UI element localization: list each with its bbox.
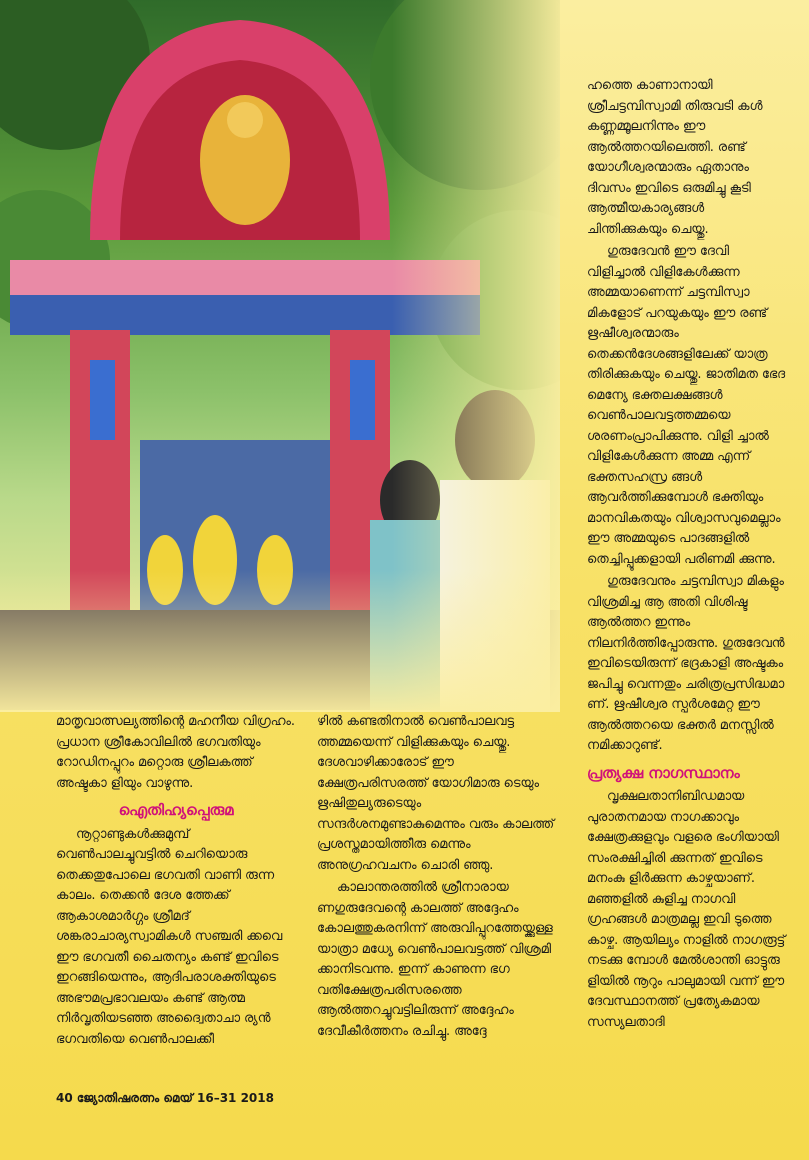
paragraph: ഹത്തെ കാണാനായി ശ്രീചട്ടമ്പിസ്വാമി തിരുവടി കൾ കണ്ണമ്മൂലനിന്നും ഈ ആൽത്തറയിലെത്തി. രണ്ട് യോഗീശ്വരന്മാരും ഏതാനും ദിവസം ഇവിടെ ഒരുമിച്ചു കൂടി ആത്മീയകാര്യങ്ങൾ ചിന്തിക്കുകയും ചെയ്തു. (587, 78, 763, 237)
article-column-1 (56, 712, 296, 1050)
temple-photo (0, 0, 560, 712)
page-footer: 40 ജ്യോതിഷരത്നം മെയ് 16–31 2018 (56, 1091, 274, 1105)
section-heading-nagasthanam: പ്രത്യക്ഷ നാഗസ്ഥാനം (587, 763, 740, 782)
paragraph: ഴിൽ കണ്ടതിനാൽ വെൺപാലവട്ട ത്തമ്മയെന്ന് വിളിക്കുകയും ചെയ്തു. ദേശവാഴിക്കാരോട് ഈ ക്ഷേത്രപരിസരത്ത് യോഗിമാരു ടെയും ഋഷിതുല്യരുടെയും സന്ദർശനമുണ്ടാകുമെന്നും വരും കാലത്ത് പ്രശസ്തമായിത്തീരു മെന്നും അനുഗ്രഹവചനം ചൊരി ഞ്ഞു. (317, 714, 555, 873)
paragraph: ഗുരുദേവനും ചട്ടമ്പിസ്വാ മികളും വിശ്രമിച്ച ആ അതി വിശിഷ്ട ആൽത്തറ ഇന്നും നിലനിർത്തിപ്പോരുന്നു. ഗുരുദേവൻ ഇവിടെയിരുന്ന് ഭദ്രകാളി അഷ്ടകം ജപിച്ചു വെന്നതും ചരിത്രപ്രസിദ്ധമാ ണ്. ഋഷീശ്വര സ്പർശമേറ്റ ഈ ആൽത്തറയെ ഭക്തർ മനസ്സിൽ നമിക്കാറുണ്ട്. (587, 574, 785, 753)
article-column-3 (587, 76, 787, 1033)
article-column-2 (317, 712, 562, 1042)
paragraph: കാലാന്തരത്തിൽ ശ്രീനാരായ ണഗുരുദേവന്റെ കാലത്ത് അദ്ദേഹം കോലത്തുകരനിന്ന് അരുവിപ്പുറത്തേയ്ക്കുള്ള യാത്രാ മധ്യേ വെൺപാലവട്ടത്ത് വിശ്രമി ക്കാനിടവന്നു. ഇന്ന് കാണുന്ന ഭഗ വതിക്ഷേത്രപരിസരത്തെ ആൽത്തറച്ചുവട്ടിലിരുന്ന് അദ്ദേഹം ദേവീകീർത്തനം രചിച്ചു. അദ്ദേ (317, 880, 553, 1039)
section-heading-aithihyapperuma: ഐതിഹ്യപ്പെരുമ (118, 801, 234, 819)
paragraph: ഗുരുദേവൻ ഈ ദേവി വിളിച്ചാൽ വിളികേൾക്കുന്ന അമ്മയാണെന്ന് ചട്ടമ്പിസ്വാ മികളോട് പറയുകയും ഈ രണ്ട് ഋഷീശ്വരന്മാരും തെക്കൻദേശങ്ങളിലേക്ക് യാത്ര തിരിക്കുകയും ചെയ്തു. ജാതിമത ഭേദ മെന്യേ ഭക്തലക്ഷങ്ങൾ വെൺപാലവട്ടത്തമ്മയെ ശരണംപ്രാപിക്കുന്നു. വിളി ച്ചാൽ വിളികേൾക്കുന്ന അമ്മ എന്ന് ഭക്തസഹസ്ര ങ്ങൾ ആവർത്തിക്കുമ്പോൾ ഭക്തിയും മാനവികതയും വിശ്വാസവുമെല്ലാം ഈ അമ്മയുടെ പാദങ്ങളിൽ തെച്ചിപ്പൂക്കളായി പരിണമി ക്കുന്നു. (587, 244, 786, 567)
paragraph: നൂറ്റാണ്ടുകൾക്കുമുമ്പ് വെൺപാലച്ചുവട്ടിൽ ചെറിയൊരു തെക്കതുപോലെ ഭഗവതി വാണി രുന്ന കാലം. തെക്കൻ ദേശ ത്തേക്ക് ആകാശമാർഗ്ഗം ശ്രീമദ് ശങ്കരാചാര്യസ്വാമികൾ സഞ്ചരി ക്കവെ ഈ ഭഗവതീ ചൈതന്യം കണ്ട് ഇവിടെ ഇറങ്ങിയെന്നും, ആദിപരാശക്തിയുടെ അഭൗമപ്രഭാവലയം കണ്ട് ആത്മ നിർവൃതിയടഞ്ഞ അദ്വൈതാചാ ര്യൻ ഭഗവതിയെ വെൺപാലക്കീ (56, 826, 283, 1047)
paragraph: വൃക്ഷലതാനിബിഡമായ പുരാതനമായ നാഗക്കാവും ക്ഷേത്രക്കുളവും വളരെ ഭംഗിയായി സംരക്ഷിച്ചിരി ക്കുന്നത് ഇവിടെ മനംകു ളിർക്കുന്ന കാഴ്ചയാണ്. മഞ്ഞളിൽ കുളിച്ച നാഗവി ഗ്രഹങ്ങൾ മാത്രമല്ല ഇവി ടുത്തെ കാഴ്ച. ആയില്യം നാളിൽ നാഗരൂട്ട് നടക്കു മ്പോൾ മേൽശാന്തി ഓട്ടുരു ളിയിൽ നൂറും പാലുമായി വന്ന് ഈ ദേവസ്ഥാനത്ത് പ്രത്യേകമായ സസ്യലതാദി (587, 789, 786, 1030)
photo-fade-overlay (0, 0, 560, 712)
paragraph: മാതൃവാത്സല്യത്തിന്റെ മഹനീയ വിഗ്രഹം. പ്രധാന ശ്രീകോവിലിൽ ഭഗവതിയും റോഡിനപ്പുറം മറ്റൊരു ശ്രീലകത്ത് അഷ്ടകാ ളിയും വാഴുന്നു. (56, 714, 295, 791)
